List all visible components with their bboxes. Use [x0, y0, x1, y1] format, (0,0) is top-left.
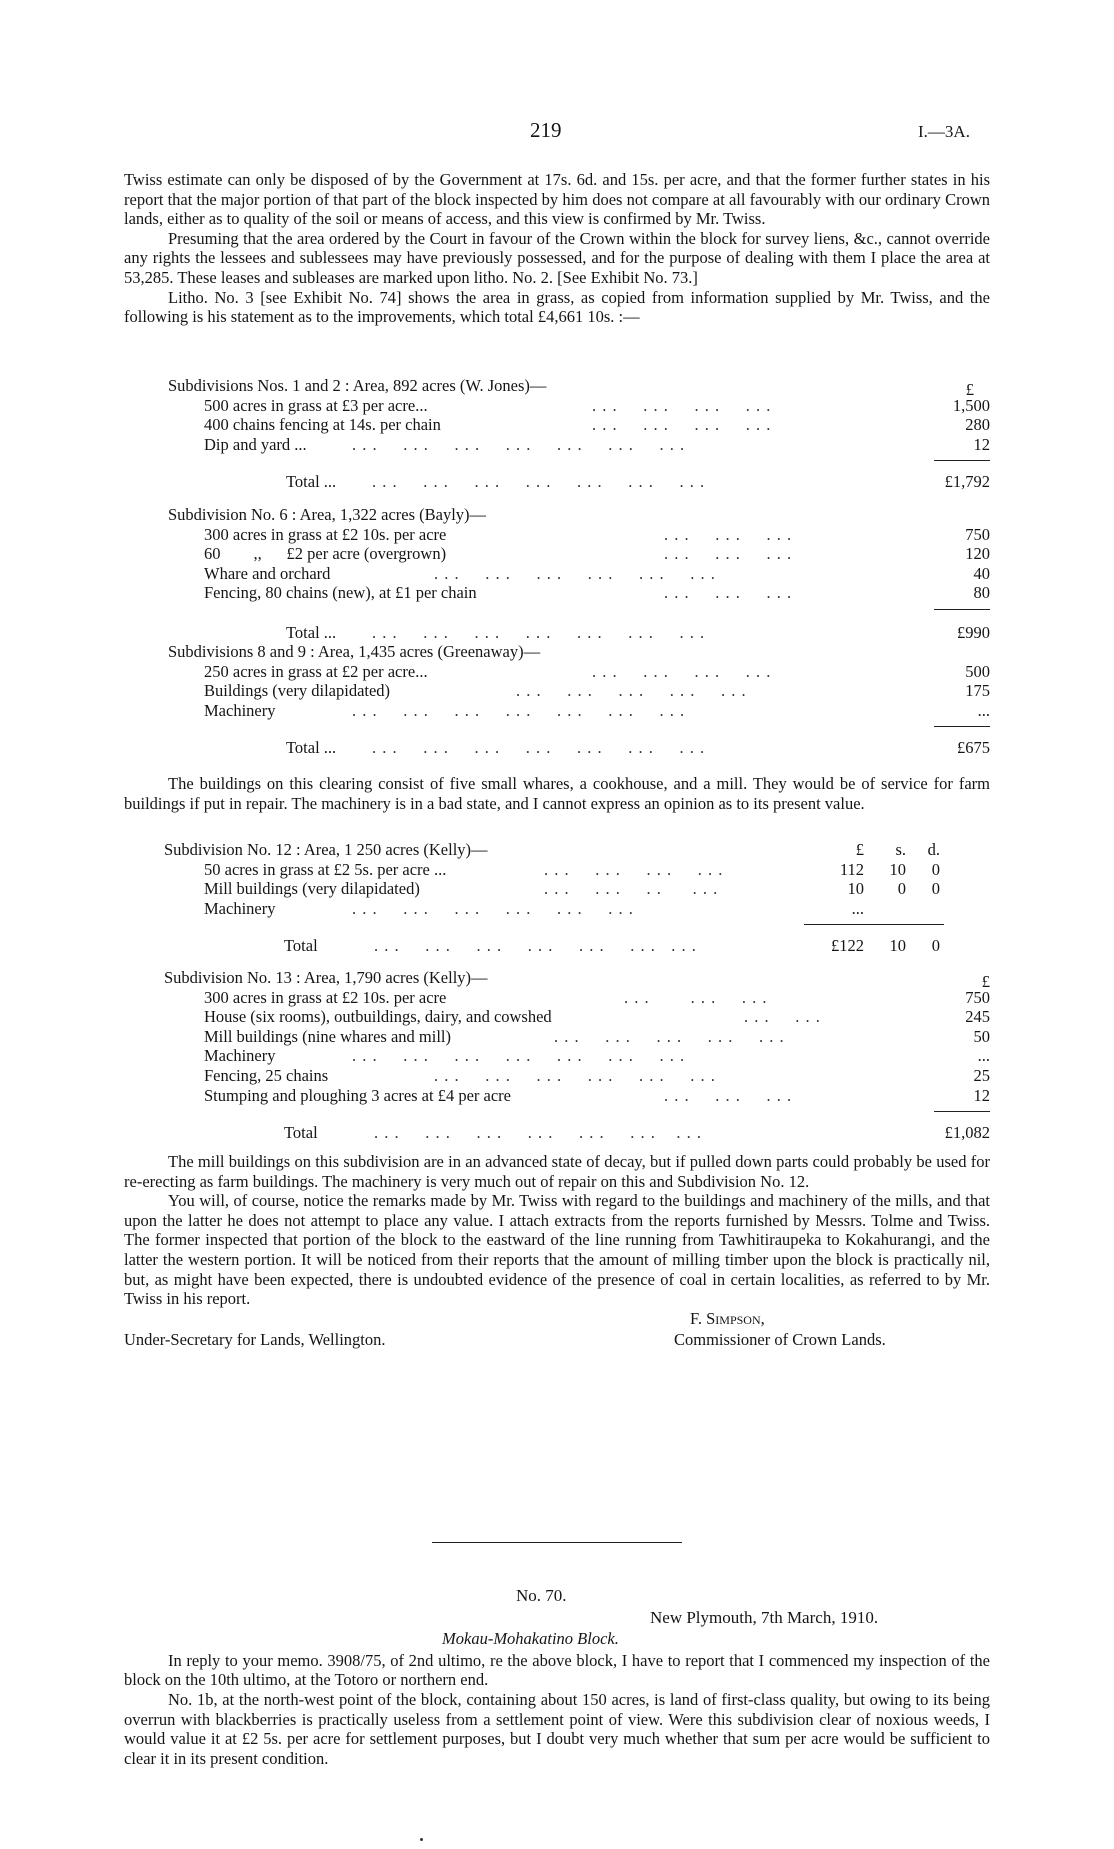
total-value: £1,082 [944, 1123, 990, 1143]
item-label: 400 chains fencing at 14s. per chain [204, 415, 441, 435]
column-pounds: £ [855, 840, 864, 859]
item-shillings: 0 [897, 879, 906, 899]
page-number: 219 [530, 118, 562, 142]
item-label: Machinery [204, 1046, 276, 1066]
body-paragraph: The mill buildings on this subdivision are in an advanced state of decay, but if pulled down parts could probably be used for re-erecting as farm buildings. The machinery is very much out of repair on this and Subdivision No. 12. [124, 1152, 990, 1191]
column-pence: d. [927, 840, 940, 859]
schedule-heading: Subdivisions Nos. 1 and 2 : Area, 892 acres (W. Jones)— [168, 376, 547, 395]
total-label: Total ... [286, 738, 337, 758]
schedule-heading: Subdivision No. 12 : Area, 1 250 acres (Kelly)— [164, 840, 488, 859]
letter-number: No. 70. [516, 1586, 567, 1605]
item-label: Stumping and ploughing 3 acres at £4 per acre [204, 1085, 511, 1105]
item-value: 1,500 [952, 395, 990, 415]
total-value: £675 [957, 738, 990, 758]
item-value: 120 [965, 544, 990, 564]
item-pounds: 10 [847, 879, 864, 899]
total-label: Total ... [286, 622, 337, 642]
letter-paragraph: In reply to your memo. 3908/75, of 2nd ultimo, re the above block, I have to report that I commenced my inspection of the block on the 10th ultimo, at the Totoro or northern end. [124, 1650, 990, 1690]
schedule-subdivisions-8-9: Subdivisions 8 and 9 : Area, 1,435 acres (Greenaway)— 250 acres in grass at £2 per acre... . . . . . . . . . . . . 500 Buildings (very dilapidated) . . . . . . . . . . . . . . . 175 Machinery . . . . . . . . . . . . . . . . . . . . . ... Total ... . . . . . . . . . . . . . . . . . . . . . £675 [168, 642, 990, 758]
item-label: Dip and yard ... [204, 434, 307, 454]
item-label: Fencing, 25 chains [204, 1065, 329, 1085]
item-label: Buildings (very dilapidated) [204, 681, 391, 701]
item-value: ... [977, 700, 990, 720]
item-label: Machinery [204, 898, 276, 918]
item-label: Mill buildings (nine whares and mill) [204, 1026, 452, 1046]
total-value: £990 [957, 622, 990, 642]
schedule-heading: Subdivision No. 13 : Area, 1,790 acres (Kelly)— [164, 968, 488, 987]
addressee: Under-Secretary for Lands, Wellington. [124, 1330, 386, 1350]
schedule-subdivision-6: Subdivision No. 6 : Area, 1,322 acres (Bayly)— 300 acres in grass at £2 10s. per acre . . . . . . . . . 750 60 ,, £2 per acre (overgrown) . . . . . . . . . 120 Whare and orchard . . . . . . . . . . . . . . . . . . 40 Fencing, 80 chains (new), at £1 per chain . . . . . . . . . 80 Total ... . . . . . . . . . . . . . . . . . . . . . £990 [168, 505, 990, 642]
intro-paragraph: Twiss estimate can only be disposed of by the Government at 17s. 6d. and 15s. per acre, and that the former further states in his report that the major portion of that part of the block inspected by him does not compare at all favourably with our ordinary Crown lands, either as to quality of the soil or means of access, and this view is confirmed by Mr. Twiss. [124, 170, 990, 229]
intro-section [124, 170, 990, 327]
item-label: Machinery [204, 700, 276, 720]
letter-no-70 [124, 1586, 990, 1768]
item-value: 175 [965, 681, 990, 701]
item-label: 50 acres in grass at £2 5s. per acre ... [204, 859, 447, 879]
item-value: 500 [965, 661, 990, 681]
total-value: £1,792 [944, 472, 990, 492]
signatory-title: Commissioner of Crown Lands. [674, 1330, 886, 1350]
section-divider [432, 1542, 682, 1543]
letter-place-date: New Plymouth, 7th March, 1910. [650, 1607, 879, 1627]
item-value: 245 [965, 1007, 990, 1027]
item-value: 280 [965, 415, 990, 435]
item-shillings: 10 [889, 859, 906, 879]
item-label: 60 ,, £2 per acre (overgrown) [204, 544, 447, 564]
item-value: 80 [973, 583, 990, 603]
letter-subject: Mokau-Mohakatino Block. [442, 1629, 619, 1649]
schedule-heading: Subdivision No. 6 : Area, 1,322 acres (Bayly)— [168, 505, 487, 524]
item-label: Mill buildings (very dilapidated) [204, 879, 420, 899]
schedule-subdivisions-1-2: Subdivisions Nos. 1 and 2 : Area, 892 acres (W. Jones)— £ 500 acres in grass at £3 per acre... . . . . . . . . . . . . 1,500 400 chains fencing at 14s. per chain . . . . . . . . . . . . 280 Dip and yard ... . . . . . . . . . . . . . . . . . . . . . 12 Total ... . . . . . . . . . . . . . . . . . . . . . £1,792 [168, 376, 990, 492]
item-value: 50 [973, 1026, 990, 1046]
body-paragraph: You will, of course, notice the remarks made by Mr. Twiss with regard to the buildings and machinery of the mills, and that upon the latter he does not attempt to place any value. I attach extracts from the reports furnished by Messrs. Tolme and Twiss. The former inspected that portion of the block to the eastward of the line running from Tawhitiraupeka to Kokahurangi, and the latter the western portion. It will be noticed from their reports that the amount of milling timber upon the block is practically nil, but, as might have been expected, there is undoubted evidence of the presence of coal in certain localities, as referred to by Mr. Twiss in his report. [124, 1191, 990, 1309]
item-pounds: ... [851, 898, 864, 918]
item-label: 500 acres in grass at £3 per acre... [204, 395, 428, 415]
schedule-subdivision-12: Subdivision No. 12 : Area, 1 250 acres (Kelly)— £ s. d. 50 acres in grass at £2 5s. per acre ... . . . . . . . . . . . . 112 10 0 Mill buildings (very dilapidated) . . . . . . . . . . . 10 0 0 Machinery . . . . . . . . . . . . . . . . . . ... Total . . . . . . . . . . . . . . . . . . . . . £122 10 0 [124, 840, 990, 956]
item-pence: 0 [931, 859, 940, 879]
item-label: Whare and orchard [204, 563, 331, 583]
item-value: 12 [973, 434, 990, 454]
schedule-subdivision-13: Subdivision No. 13 : Area, 1,790 acres (Kelly)— £ 300 acres in grass at £2 10s. per acre . . . . . . . . . 750 House (six rooms), outbuildings, dairy, and cowshed . . . . . . 245 Mill buildings (nine whares and mill) . . . . . . . . . . . . . . . 50 Machinery . . . . . . . . . . . . . . . . . . . . . ... Fencing, 25 chains . . . . . . . . . . . . . . . . . . 25 Stumping and ploughing 3 acres at £4 per acre . . . . . . . . . 12 Total . . . . . . . . . . . . . . . . . . . . . £1,082 [164, 968, 990, 1143]
total-pounds: £122 [831, 936, 864, 956]
total-label: Total ... [286, 472, 337, 492]
signatory-name: F. Simpson, [690, 1308, 765, 1328]
letter-paragraph: No. 1b, at the north-west point of the block, containing about 150 acres, is land of first-class quality, but owing to its being overrun with blackberries is practically useless from a settlement point of view. Were this subdivision clear of noxious weeds, I would value it at £2 5s. per acre for settlement purposes, but I doubt very much whether that sum per acre would be sufficient to clear it in its present condition. [124, 1689, 990, 1768]
currency-symbol: £ [981, 972, 990, 991]
item-label: 300 acres in grass at £2 10s. per acre [204, 987, 447, 1007]
total-label: Total [284, 936, 318, 956]
column-shillings: s. [895, 840, 906, 859]
currency-symbol: £ [965, 380, 974, 399]
item-value: 12 [973, 1085, 990, 1105]
item-label: 300 acres in grass at £2 10s. per acre [204, 524, 447, 544]
document-reference: I.—3A. [918, 122, 970, 141]
item-value: 40 [973, 563, 990, 583]
item-label: Fencing, 80 chains (new), at £1 per chain [204, 583, 477, 603]
item-pence: 0 [931, 879, 940, 899]
item-label: House (six rooms), outbuildings, dairy, and cowshed [204, 1007, 552, 1027]
buildings-paragraph-block [124, 774, 990, 813]
item-label: 250 acres in grass at £2 per acre... [204, 661, 428, 681]
total-label: Total [284, 1123, 318, 1143]
closing-paragraphs [124, 1152, 990, 1350]
schedule-heading: Subdivisions 8 and 9 : Area, 1,435 acres (Greenaway)— [168, 642, 541, 661]
item-value: 25 [973, 1065, 990, 1085]
total-shillings: 10 [889, 936, 906, 956]
intro-paragraph: Litho. No. 3 [see Exhibit No. 74] shows the area in grass, as copied from information supplied by Mr. Twiss, and the following is his statement as to the improvements, which total £4,661 10s. :— [124, 287, 990, 327]
total-pence: 0 [931, 936, 940, 956]
item-value: 750 [965, 524, 990, 544]
item-value: ... [977, 1046, 990, 1066]
intro-paragraph: Presuming that the area ordered by the Court in favour of the Crown within the block for survey liens, &c., cannot override any rights the lessees and sublessees may have previously possessed, and for the purpose of dealing with them I place the area at 53,285. These leases and subleases are marked upon litho. No. 2. [See Exhibit No. 73.] [124, 228, 990, 287]
item-pounds: 112 [839, 859, 864, 879]
item-value: 750 [965, 987, 990, 1007]
body-paragraph: The buildings on this clearing consist of five small whares, a cookhouse, and a mill. They would be of service for farm buildings if put in repair. The machinery is in a bad state, and I cannot express an opinion as to its present value. [124, 774, 990, 813]
